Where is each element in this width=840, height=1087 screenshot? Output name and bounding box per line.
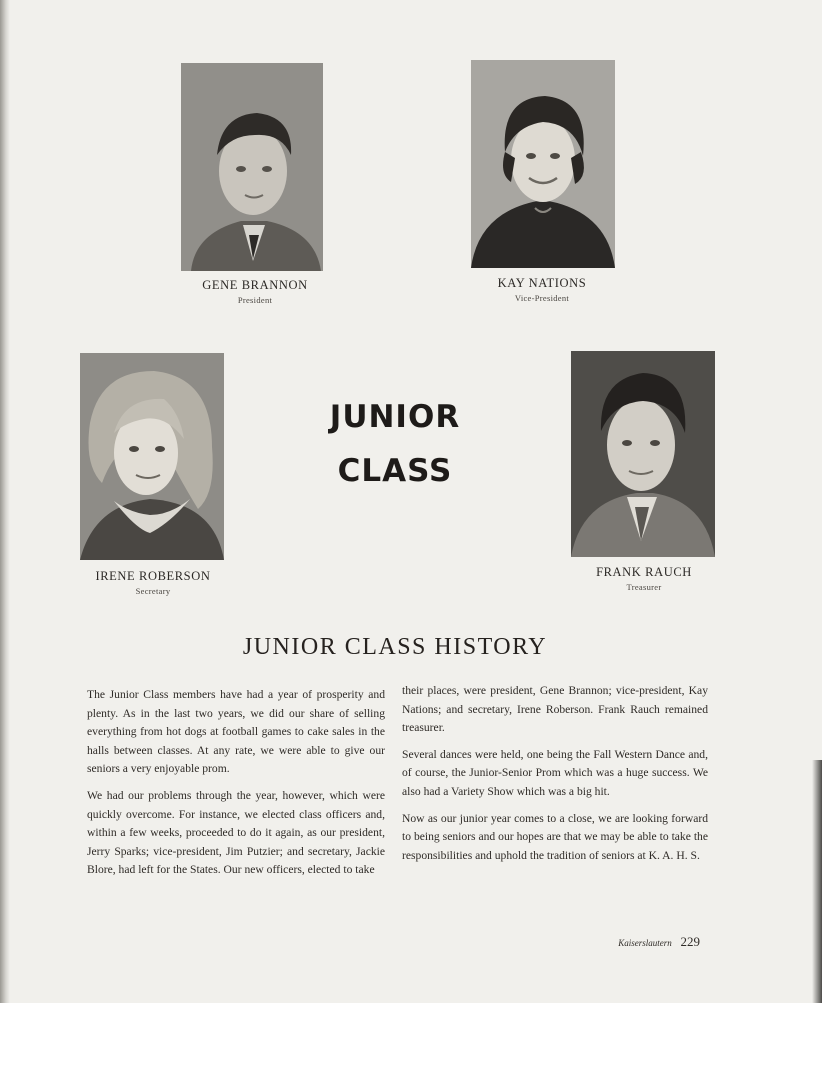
history-paragraph: The Junior Class members have had a year of prosperity and plenty. As in the last two years, we did our share of selling everything from hot dogs at football games to cake sales in the halls between classes. At any rate, we were able to give our seniors a very enjoyable prom. bbox=[87, 688, 385, 776]
portrait-irene-roberson bbox=[80, 353, 224, 560]
caption-secretary bbox=[53, 569, 253, 596]
page-footer bbox=[600, 934, 700, 950]
book-title: Kaiserslautern bbox=[618, 938, 672, 948]
caption-vice-president bbox=[442, 276, 642, 303]
title-line-1: JUNIOR bbox=[329, 399, 461, 435]
caption-president bbox=[155, 278, 355, 305]
officer-name: IRENE ROBERSON bbox=[95, 569, 211, 583]
history-column-left bbox=[87, 686, 385, 888]
history-paragraph: Now as our junior year comes to a close, we are looking forward to being seniors and our hopes are that we may be able to take the responsibilities and uphold the tradition of seniors at K. A. H. S. bbox=[402, 811, 708, 862]
caption-treasurer bbox=[544, 565, 744, 592]
page-number: 229 bbox=[680, 934, 700, 949]
portrait-gene-brannon bbox=[181, 63, 323, 271]
officer-title: President bbox=[237, 295, 273, 305]
portrait-frank-rauch bbox=[571, 351, 715, 557]
officer-name: KAY NATIONS bbox=[497, 276, 587, 290]
title-line-2: CLASS bbox=[337, 453, 453, 489]
history-paragraph: Several dances were held, one being the Fall Western Dance and, of course, the Junior-Senior Prom which was a huge success. We also had a Variety Show which was a big hit. bbox=[402, 747, 708, 798]
section-heading: JUNIOR CLASS HISTORY bbox=[242, 634, 548, 660]
portrait-kay-nations bbox=[471, 60, 615, 268]
officer-name: FRANK RAUCH bbox=[596, 565, 692, 579]
officer-title: Vice-President bbox=[514, 293, 570, 303]
page-title bbox=[300, 390, 490, 498]
officer-title: Treasurer bbox=[626, 582, 662, 592]
page-edge-shadow bbox=[812, 760, 822, 1003]
officer-name: GENE BRANNON bbox=[202, 278, 308, 292]
page-binding-shadow bbox=[0, 0, 10, 1003]
history-column-right bbox=[402, 682, 708, 873]
history-paragraph-continued: their places, were president, Gene Brannon; vice-president, Kay Nations; and secretary, Irene Roberson. Frank Rauch remained treasurer. bbox=[402, 684, 708, 735]
officer-title: Secretary bbox=[135, 586, 171, 596]
history-paragraph: We had our problems through the year, however, which were quickly overcome. For instance, we elected class officers and, within a few weeks, proceeded to do it again, as our president, Jerry Sparks; vice-president, Jim Putzier; and secretary, Jackie Blore, had left for the States. Our new officers, elected to take bbox=[87, 788, 385, 877]
